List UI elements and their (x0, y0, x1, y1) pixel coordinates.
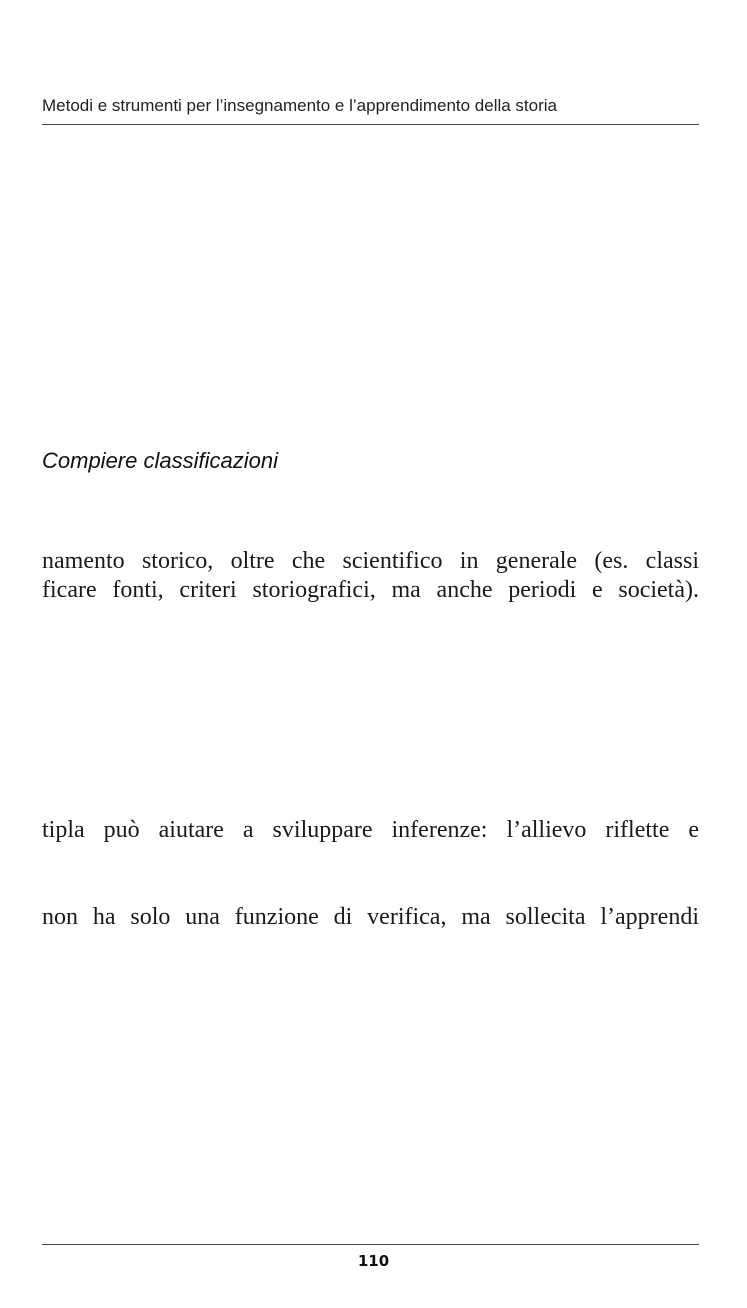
page-number: 110 (357, 1252, 390, 1270)
body-text-line: tipla può aiutare a sviluppare inferenze: l’allievo riflette e (42, 817, 699, 843)
footer-divider (42, 1244, 699, 1245)
running-header: Metodi e strumenti per l’insegnamento e l’apprendimento della storia (42, 96, 558, 115)
header-divider (42, 124, 699, 125)
section-heading: Compiere classificazioni (42, 448, 278, 473)
body-text-line: ficare fonti, criteri storiografici, ma anche periodi e società). (42, 577, 699, 603)
body-text-line: namento storico, oltre che scientifico in generale (es. classi (42, 548, 699, 574)
body-text-line: non ha solo una funzione di verifica, ma sollecita l’apprendi (42, 904, 699, 930)
